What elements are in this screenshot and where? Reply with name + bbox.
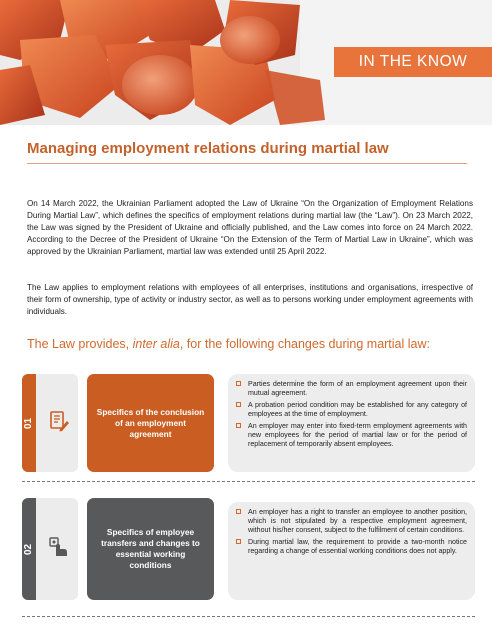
section-02-title-card [87,498,214,600]
changes-subheading: The Law provides, inter alia, for the following changes during martial law: [27,337,430,351]
section-01-number-tab [22,374,78,472]
title-divider [27,163,467,164]
hand-tap-icon [48,536,70,558]
list-item: An employer may enter into fixed-term employment agreements with new employees for the period of martial law or for the period of replacement of temporarily absent employees. [236,422,467,449]
section-02-strip [22,498,36,600]
section-01-strip [22,374,36,472]
document-pen-icon [48,410,70,432]
list-item: A probation period condition may be established for any category of employees at the time of employment. [236,401,467,419]
list-item: An employer has a right to transfer an employee to another position, which is not stipulated by a respective employment agreement, without his/her consent, subject to the fulfilment of certain conditions. [236,508,467,535]
section-02-bullets [228,502,475,600]
intro-paragraph: On 14 March 2022, the Ukrainian Parliament adopted the Law of Ukraine “On the Organization of Employment Relations During Martial Law”, which defines the specifics of employment relations during martial law (the “Law”). On 23 March 2022, the Law was signed by the President of Ukraine and officially published, and the Law comes into force on 24 March 2022. According to the Decree of the President of Ukraine “On the Extension of the Term of Martial Law in Ukraine”, which was approved by the Ukrainian Parliament, martial law was extended until 25 April 2022. [27,199,473,256]
section-01-title-card [87,374,214,472]
section-divider-bottom [22,616,475,617]
scope-paragraph: The Law applies to employment relations with employees of all enterprises, institutions and organisations, irrespective of their form of ownership, type of activity or industry sector, as well as to persons working under employment agreements with individuals. [27,283,473,316]
list-item: During martial law, the requirement to provide a two-month notice regarding a change of essential working conditions does not apply. [236,538,467,556]
section-01-number: 01 [23,417,34,429]
page-title: Managing employment relations during martial law [27,140,389,157]
hero-image [0,0,492,125]
section-02-number-tab [22,498,78,600]
section-divider [22,481,475,482]
section-02-number: 02 [23,543,34,555]
section-01-bullets [228,374,475,472]
in-the-know-badge: IN THE KNOW [334,47,492,77]
section-01-title: Specifics of the conclusion of an employment agreement [96,406,205,439]
section-02-title: Specifics of employee transfers and changes to essential working conditions [101,527,200,570]
list-item: Parties determine the form of an employment agreement upon their mutual agreement. [236,380,467,398]
